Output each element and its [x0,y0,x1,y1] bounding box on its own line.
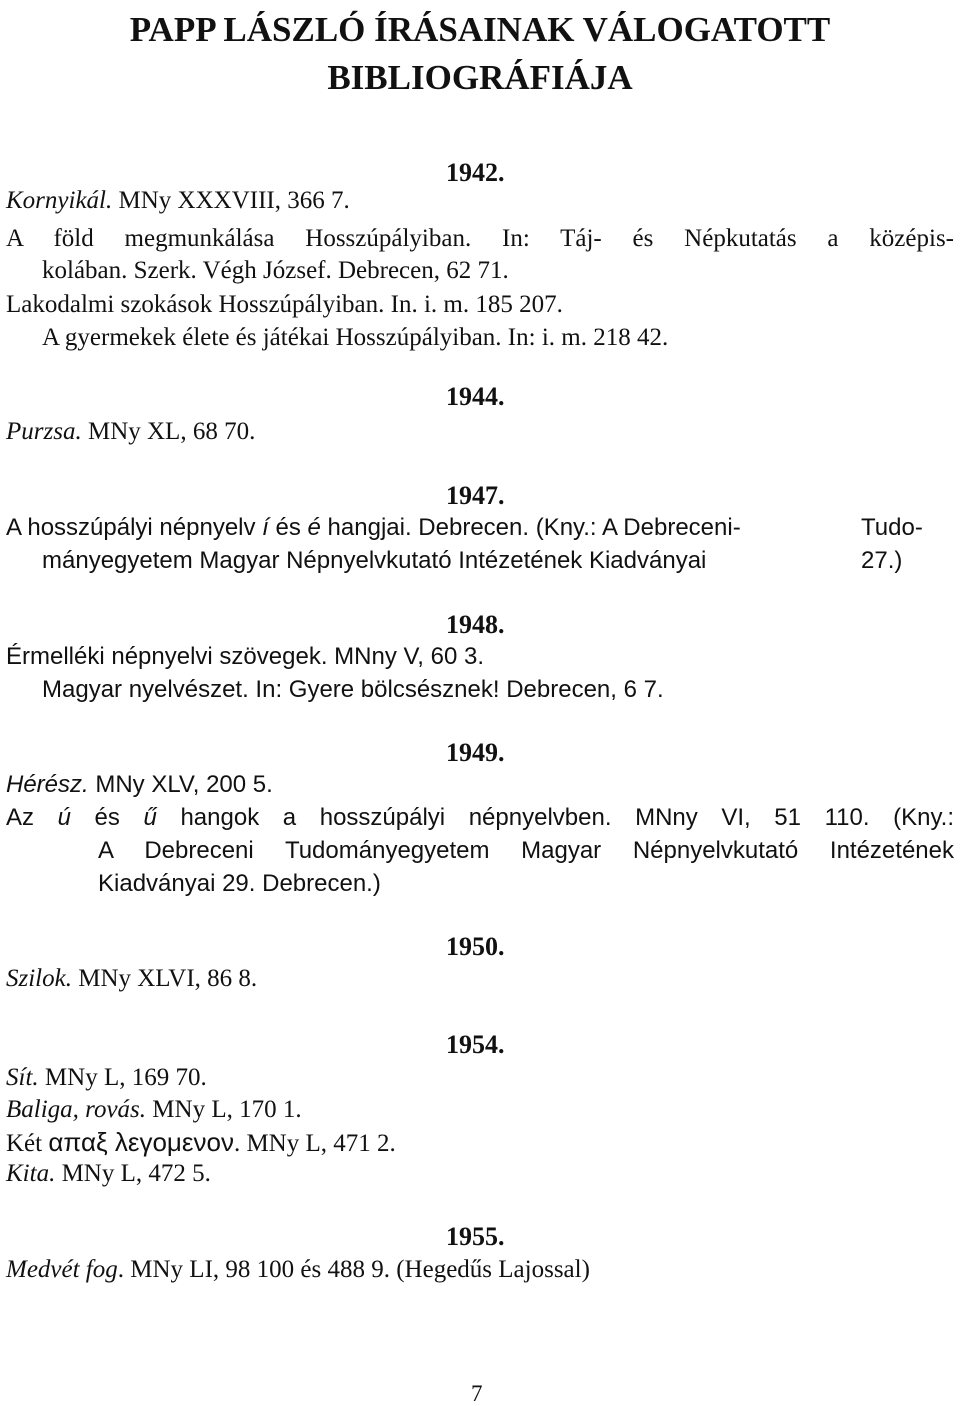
entry-text-italic: í [262,514,269,541]
entry-title: Kita. [6,1160,56,1187]
entry-ermelleki-szovegek: Érmelléki népnyelvi szövegek. MNny V, 60 3. [6,643,485,670]
entry-hosszupalyi-nepnyelv-line-2: mányegyetem Magyar Népnyelvkutató Intézetének Kiadványai [42,547,707,574]
entry-baliga-rovas [6,1097,302,1122]
entry-citation: . MNy L, 471 2. [233,1130,396,1157]
entry-fold-megmunkalasa-line-2: kolában. Szerk. Végh József. Debrecen, 62 71. [42,257,509,284]
entry-citation: MNy L, 169 70. [38,1064,207,1091]
year-heading-1948: 1948. [446,610,505,639]
year-heading-1955: 1955. [446,1222,505,1251]
entry-medvet-fog [6,1257,590,1282]
entry-hangok-hosszupalyi-line-1 [6,806,954,830]
entry-text: hangok a hosszúpályi népnyelvben. MNny VI, 51 110. (Kny.: [156,804,954,831]
year-heading-1944: 1944. [446,382,505,411]
entry-ket-apax-legomenon [6,1129,396,1156]
entry-title: Purzsa. [6,418,82,445]
entry-text: A hosszúpályi népnyelv [6,514,263,541]
entry-gyermekek-elete: A gyermekek élete és játékai Hosszúpályiban. In: i. m. 218 42. [42,324,669,351]
entry-lakodalmi-szokasok: Lakodalmi szokások Hosszúpályiban. In. i. m. 185 207. [6,291,563,318]
entry-title: Baliga, rovás. [6,1096,147,1123]
entry-citation: MNy XLVI, 86 8. [71,965,258,992]
entry-text-italic: ű [143,804,157,831]
entry-heresz [6,773,273,797]
entry-sit [6,1065,207,1090]
entry-title: Kornyikál. [6,187,113,214]
entry-magyar-nyelveszet: Magyar nyelvészet. In: Gyere bölcsésznek! Debrecen, 6 7. [42,676,664,703]
entry-hosszupalyi-nepnyelv-line-1-end: Tudo- [861,514,923,541]
entry-hosszupalyi-nepnyelv-line-2-end: 27.) [861,547,903,574]
entry-text: és [70,804,144,831]
page-number: 7 [471,1381,483,1406]
entry-purzsa [6,419,255,444]
entry-citation: MNy XL, 68 70. [81,418,256,445]
entry-greek-term: απαξ λεγομενον [48,1127,234,1157]
entry-text-italic: é [307,514,321,541]
page-title-line-1: PAPP LÁSZLÓ ÍRÁSAINAK VÁLOGATOTT [129,10,831,49]
entry-title: Sít. [6,1064,39,1091]
page-title-line-2: BIBLIOGRÁFIÁJA [327,58,633,97]
entry-citation: . MNy LI, 98 100 és 488 9. (Hegedűs Lajossal) [117,1256,590,1283]
entry-kornyikal [6,188,350,213]
year-heading-1947: 1947. [446,481,505,510]
entry-text: hangjai. Debrecen. (Kny.: A Debreceni- [320,514,741,541]
entry-citation: MNy XLV, 200 5. [88,771,273,798]
entry-title: Szilok. [6,965,72,992]
year-heading-1949: 1949. [446,738,505,767]
year-heading-1954: 1954. [446,1030,505,1059]
entry-citation: MNy L, 472 5. [55,1160,211,1187]
entry-citation: MNy XXXVIII, 366 7. [112,187,350,214]
entry-hangok-hosszupalyi-line-2: A Debreceni Tudományegyetem Magyar Népnyelvkutató Intézetének [98,837,954,864]
entry-title: Medvét fog [6,1256,118,1283]
entry-title: Hérész. [6,771,89,798]
entry-citation: MNy L, 170 1. [146,1096,302,1123]
year-heading-1950: 1950. [446,932,505,961]
entry-text: Két [6,1130,49,1157]
entry-text-italic: ú [57,804,71,831]
entry-fold-megmunkalasa-line-1: A föld megmunkálása Hosszúpályiban. In: Táj- és Népkutatás a középis- [6,225,954,252]
entry-text: Az [6,804,58,831]
year-heading-1942: 1942. [446,158,505,187]
entry-kita [6,1161,211,1186]
entry-szilok [6,966,257,991]
entry-text: és [268,514,308,541]
entry-hosszupalyi-nepnyelv-line-1 [6,516,741,540]
entry-hangok-hosszupalyi-line-3: Kiadványai 29. Debrecen.) [98,870,381,897]
